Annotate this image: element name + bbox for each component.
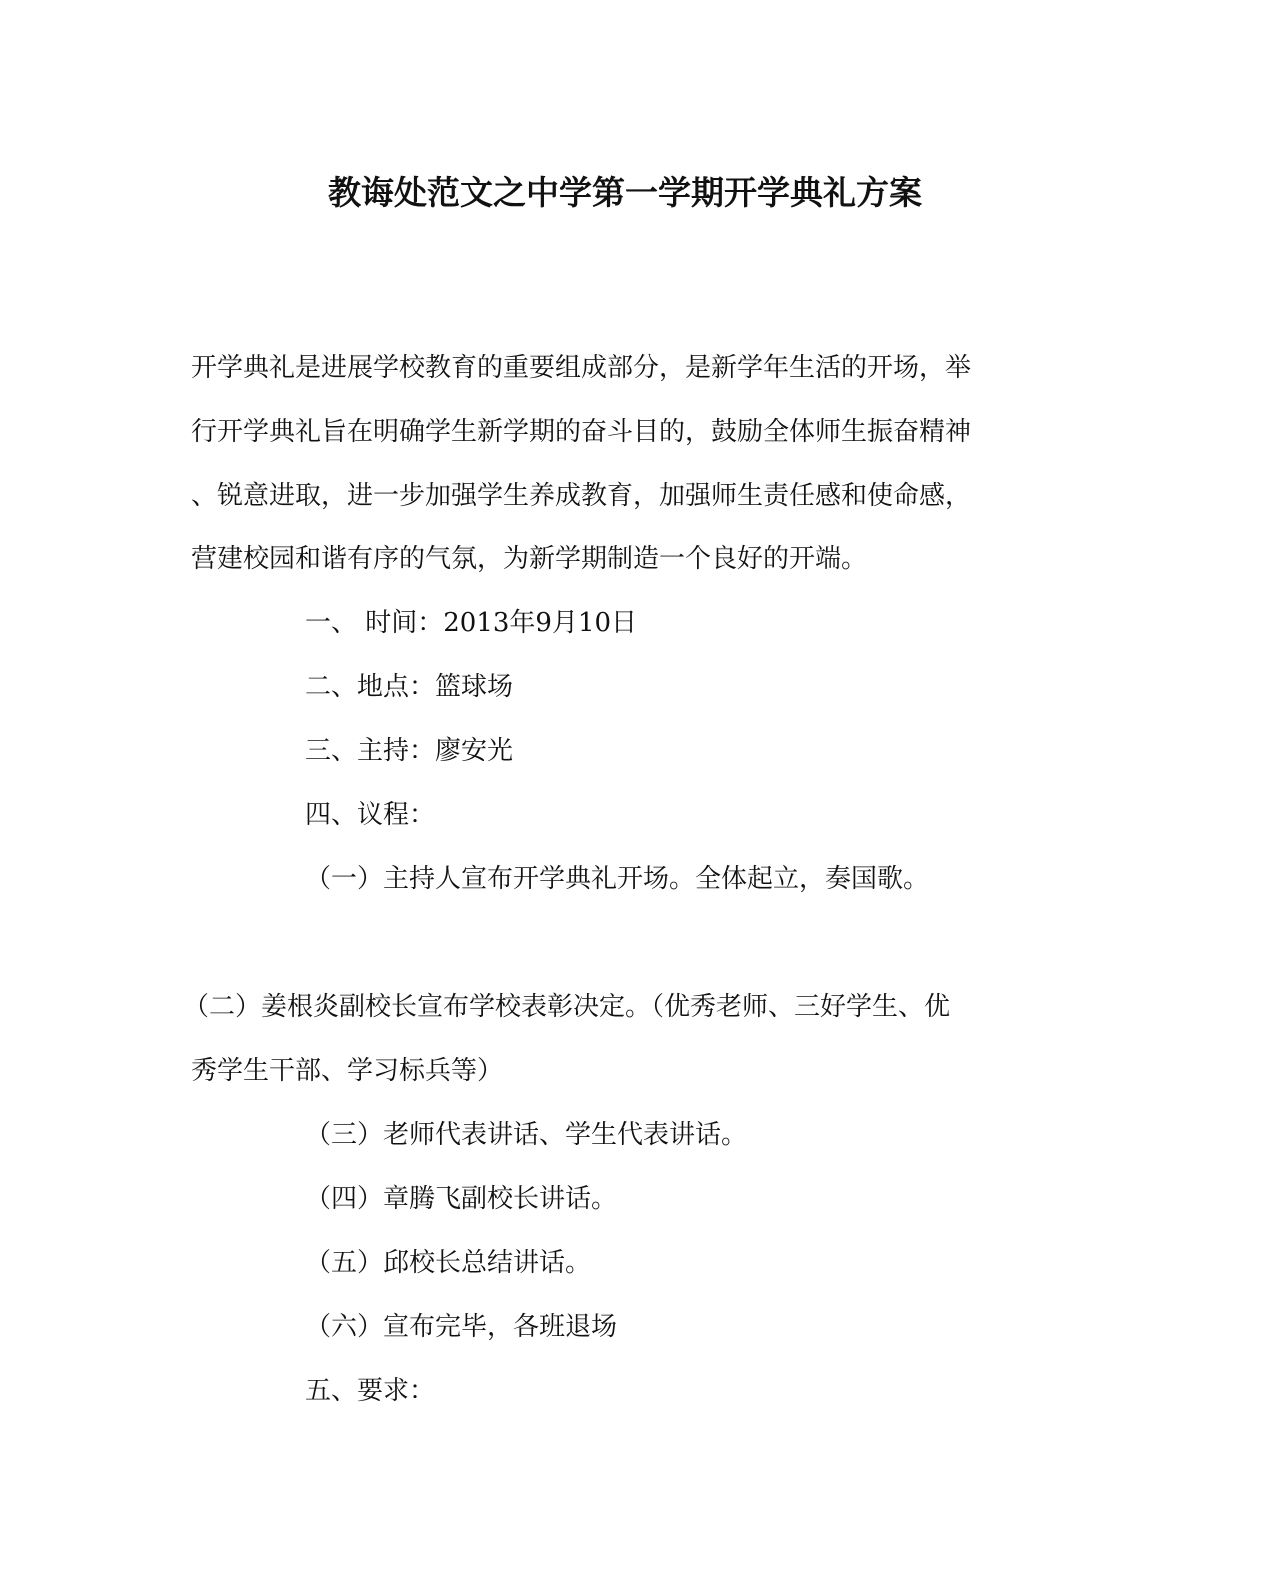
- agenda-item-3: （三）老师代表讲话、学生代表讲话。: [305, 1120, 748, 1150]
- intro-line-2: 行开学典礼旨在明确学生新学期的奋斗目的，鼓励全体师生振奋精神: [191, 417, 972, 447]
- intro-line-3: 、锐意进取，进一步加强学生养成教育，加强师生责任感和使命感，: [191, 481, 972, 511]
- agenda-item-4: （四）章腾飞副校长讲话。: [305, 1184, 618, 1214]
- section-requirements-heading: 五、要求：: [305, 1376, 436, 1406]
- agenda-item-6: （六）宣布完毕，各班退场: [305, 1312, 618, 1342]
- section-place: 二、地点：篮球场: [305, 672, 514, 702]
- document-title: 教诲处范文之中学第一学期开学典礼方案: [328, 173, 922, 212]
- section-time: 一、 时间：2013年9月10日: [305, 608, 638, 638]
- agenda-item-2-line-2: 秀学生干部、学习标兵等）: [191, 1056, 504, 1086]
- agenda-item-2-line-1: （二）姜根炎副校长宣布学校表彰决定。（优秀老师、三好学生、优: [183, 992, 951, 1022]
- agenda-item-1: （一）主持人宣布开学典礼开场。全体起立，奏国歌。: [305, 864, 930, 894]
- agenda-item-5: （五）邱校长总结讲话。: [305, 1248, 592, 1278]
- section-host: 三、主持：廖安光: [305, 736, 514, 766]
- section-agenda-heading: 四、议程：: [305, 800, 436, 830]
- intro-line-1: 开学典礼是进展学校教育的重要组成部分，是新学年生活的开场，举: [191, 353, 972, 383]
- intro-line-4: 营建校园和谐有序的气氛，为新学期制造一个良好的开端。: [191, 544, 868, 574]
